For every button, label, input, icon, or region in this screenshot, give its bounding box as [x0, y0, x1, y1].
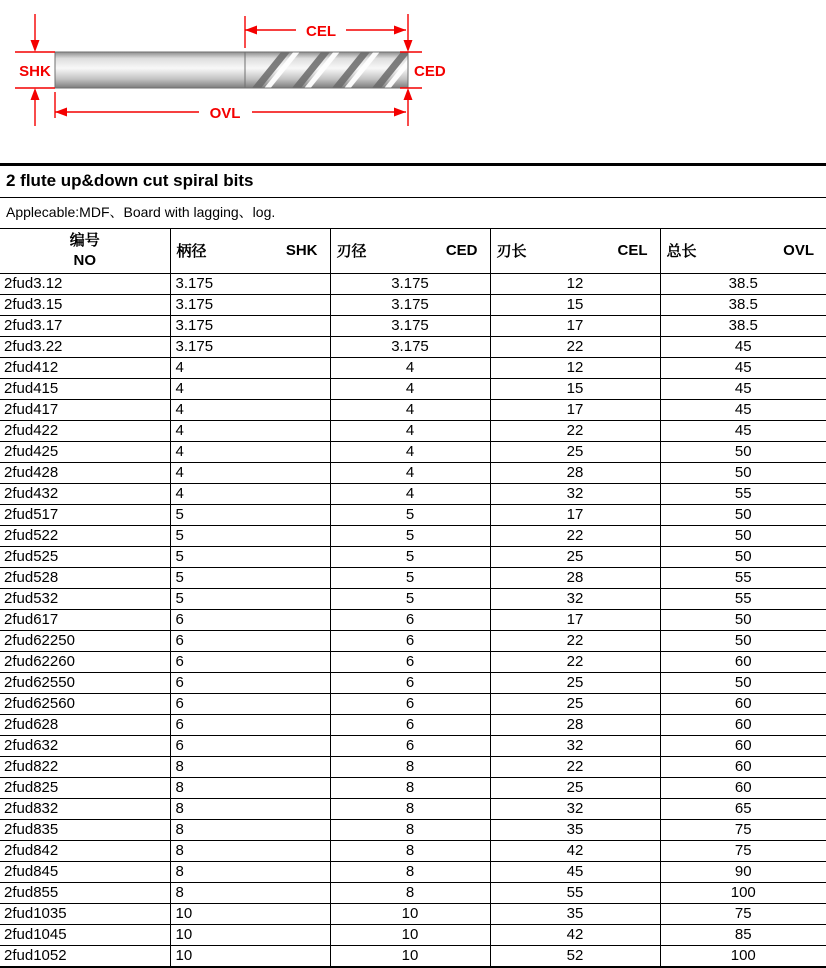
header-ced-cn: 刃径	[336, 243, 367, 261]
table-row	[0, 609, 826, 630]
header-ced-en: CED	[445, 242, 478, 260]
cell-ced: 4	[330, 399, 490, 420]
cell-ovl: 60	[734, 757, 752, 775]
cell-ovl: 55	[734, 568, 752, 586]
cell-cel: 22	[490, 630, 660, 651]
cell-no: 2fud522	[0, 525, 170, 546]
cell-ced: 6	[330, 609, 490, 630]
cell-ced: 4	[330, 441, 490, 462]
cell-no: 2fud3.17	[0, 315, 170, 336]
spec-table	[0, 229, 826, 966]
cell-ovl: 90	[734, 862, 752, 880]
table-row	[0, 294, 826, 315]
cell-ced: 6	[330, 714, 490, 735]
cell-ced: 4	[330, 462, 490, 483]
cell-shk: 4	[170, 483, 330, 504]
cell-ced: 3.175	[330, 273, 490, 294]
cell-no: 2fud3.12	[0, 273, 170, 294]
cell-cel: 22	[490, 756, 660, 777]
cell-no: 2fud835	[0, 819, 170, 840]
table-row	[0, 924, 826, 945]
cell-no: 2fud415	[0, 378, 170, 399]
spec-table-wrap	[0, 229, 826, 968]
header-cel-cn: 刃长	[496, 243, 527, 261]
cell-shk: 5	[170, 525, 330, 546]
table-row	[0, 462, 826, 483]
cell-ced: 6	[330, 693, 490, 714]
cell-cel: 32	[490, 735, 660, 756]
cell-ced: 8	[330, 777, 490, 798]
table-row	[0, 756, 826, 777]
cell-ovl: 50	[734, 463, 752, 481]
header-cel-en: CEL	[617, 242, 648, 260]
cell-ovl: 55	[734, 589, 752, 607]
cell-no: 2fud845	[0, 861, 170, 882]
cell-ced: 6	[330, 651, 490, 672]
cell-shk: 6	[170, 609, 330, 630]
cell-no: 2fud62550	[0, 672, 170, 693]
header-ovl	[660, 229, 826, 273]
cell-ovl: 75	[734, 820, 752, 838]
cell-no: 2fud832	[0, 798, 170, 819]
table-row	[0, 945, 826, 966]
table-row	[0, 672, 826, 693]
cell-cel: 28	[490, 567, 660, 588]
table-row	[0, 336, 826, 357]
cell-cel: 12	[490, 357, 660, 378]
table-row	[0, 714, 826, 735]
tool-diagram-svg	[0, 0, 826, 163]
cell-ovl: 60	[734, 715, 752, 733]
header-shk	[170, 229, 330, 273]
cell-cel: 35	[490, 903, 660, 924]
cell-shk: 5	[170, 567, 330, 588]
cell-no: 2fud1052	[0, 945, 170, 966]
cell-no: 2fud825	[0, 777, 170, 798]
cell-shk: 8	[170, 819, 330, 840]
cell-cel: 35	[490, 819, 660, 840]
cell-shk: 4	[170, 399, 330, 420]
cell-ced: 5	[330, 588, 490, 609]
cell-shk: 6	[170, 651, 330, 672]
cell-no: 2fud62250	[0, 630, 170, 651]
cell-ovl: 38.5	[728, 295, 758, 313]
cell-ovl: 60	[734, 694, 752, 712]
cell-ced: 8	[330, 861, 490, 882]
header-ovl-en: OVL	[783, 242, 814, 260]
cell-ovl: 75	[734, 904, 752, 922]
table-row	[0, 357, 826, 378]
cell-ced: 8	[330, 756, 490, 777]
cell-cel: 12	[490, 273, 660, 294]
table-row	[0, 378, 826, 399]
cell-cel: 17	[490, 315, 660, 336]
table-row	[0, 273, 826, 294]
table-row	[0, 504, 826, 525]
cell-shk: 10	[170, 945, 330, 966]
cell-no: 2fud628	[0, 714, 170, 735]
cell-shk: 8	[170, 840, 330, 861]
cell-no: 2fud428	[0, 462, 170, 483]
cell-cel: 28	[490, 714, 660, 735]
cell-ovl: 50	[734, 673, 752, 691]
cell-ovl: 55	[734, 484, 752, 502]
cell-cel: 32	[490, 798, 660, 819]
cell-ced: 8	[330, 882, 490, 903]
header-ovl-cn: 总长	[666, 243, 697, 261]
cell-ced: 6	[330, 630, 490, 651]
cell-ced: 3.175	[330, 294, 490, 315]
cell-no: 2fud62260	[0, 651, 170, 672]
cell-ced: 6	[330, 735, 490, 756]
cell-cel: 15	[490, 294, 660, 315]
cell-shk: 3.175	[170, 294, 330, 315]
cell-shk: 3.175	[170, 273, 330, 294]
cell-cel: 25	[490, 672, 660, 693]
cell-shk: 4	[170, 441, 330, 462]
table-row	[0, 315, 826, 336]
cell-ovl: 60	[734, 736, 752, 754]
cell-cel: 22	[490, 525, 660, 546]
table-row	[0, 630, 826, 651]
cell-ovl: 100	[730, 946, 756, 964]
table-row	[0, 777, 826, 798]
cell-shk: 6	[170, 714, 330, 735]
cell-ced: 5	[330, 567, 490, 588]
cell-cel: 25	[490, 693, 660, 714]
table-row	[0, 735, 826, 756]
table-row	[0, 525, 826, 546]
table-row	[0, 819, 826, 840]
cell-ovl: 60	[734, 778, 752, 796]
cell-no: 2fud632	[0, 735, 170, 756]
cell-ced: 4	[330, 357, 490, 378]
cell-shk: 4	[170, 378, 330, 399]
spec-table-body	[0, 273, 826, 966]
cell-no: 2fud422	[0, 420, 170, 441]
cell-shk: 6	[170, 630, 330, 651]
ced-dimension-label: CED	[414, 63, 446, 80]
cell-no: 2fud517	[0, 504, 170, 525]
cell-cel: 22	[490, 336, 660, 357]
cell-cel: 17	[490, 399, 660, 420]
cell-ovl: 38.5	[728, 316, 758, 334]
cell-shk: 10	[170, 903, 330, 924]
cell-shk: 3.175	[170, 315, 330, 336]
cell-ced: 10	[330, 945, 490, 966]
cell-cel: 25	[490, 546, 660, 567]
table-row	[0, 441, 826, 462]
cell-no: 2fud1035	[0, 903, 170, 924]
table-row	[0, 903, 826, 924]
tool-flutes	[245, 44, 423, 96]
cell-shk: 8	[170, 756, 330, 777]
table-row	[0, 651, 826, 672]
cell-shk: 4	[170, 420, 330, 441]
cell-ovl: 45	[734, 337, 752, 355]
cell-cel: 22	[490, 420, 660, 441]
cell-cel: 15	[490, 378, 660, 399]
cell-shk: 8	[170, 882, 330, 903]
cell-no: 2fud842	[0, 840, 170, 861]
cell-ovl: 50	[734, 526, 752, 544]
cell-cel: 55	[490, 882, 660, 903]
cell-ced: 4	[330, 378, 490, 399]
page-title: 2 flute up&down cut spiral bits	[0, 163, 826, 198]
cell-shk: 6	[170, 693, 330, 714]
cell-no: 2fud1045	[0, 924, 170, 945]
cell-no: 2fud3.15	[0, 294, 170, 315]
cell-ovl: 45	[734, 358, 752, 376]
cell-shk: 3.175	[170, 336, 330, 357]
cell-cel: 45	[490, 861, 660, 882]
table-row	[0, 567, 826, 588]
cell-ovl: 85	[734, 925, 752, 943]
cell-shk: 10	[170, 924, 330, 945]
cell-cel: 32	[490, 483, 660, 504]
cell-shk: 5	[170, 588, 330, 609]
header-row	[0, 229, 826, 273]
table-row	[0, 882, 826, 903]
cell-no: 2fud822	[0, 756, 170, 777]
header-no-en: NO	[73, 251, 96, 269]
header-no	[0, 229, 170, 273]
table-row	[0, 420, 826, 441]
cell-shk: 4	[170, 462, 330, 483]
tool-dimension-diagram	[0, 0, 826, 163]
cell-shk: 5	[170, 546, 330, 567]
cell-cel: 22	[490, 651, 660, 672]
cell-ovl: 38.5	[728, 274, 758, 292]
cell-ovl: 45	[734, 421, 752, 439]
cell-shk: 8	[170, 798, 330, 819]
cell-no: 2fud62560	[0, 693, 170, 714]
cell-shk: 6	[170, 672, 330, 693]
cell-ced: 3.175	[330, 336, 490, 357]
cell-ced: 8	[330, 840, 490, 861]
header-cel	[490, 229, 660, 273]
cell-ovl: 60	[734, 652, 752, 670]
cel-dimension-label: CEL	[306, 23, 336, 40]
cell-ced: 5	[330, 525, 490, 546]
table-row	[0, 840, 826, 861]
cell-ced: 5	[330, 504, 490, 525]
cell-ced: 8	[330, 798, 490, 819]
header-shk-cn: 柄径	[176, 243, 207, 261]
table-row	[0, 798, 826, 819]
cell-shk: 8	[170, 861, 330, 882]
cell-no: 2fud432	[0, 483, 170, 504]
cell-ced: 4	[330, 420, 490, 441]
cell-ovl: 65	[734, 799, 752, 817]
header-no-cn: 编号	[69, 231, 100, 249]
header-shk-en: SHK	[285, 242, 318, 260]
cell-cel: 25	[490, 441, 660, 462]
cell-ovl: 100	[730, 883, 756, 901]
cell-no: 2fud425	[0, 441, 170, 462]
cell-cel: 52	[490, 945, 660, 966]
cell-no: 2fud3.22	[0, 336, 170, 357]
cell-ovl: 75	[734, 841, 752, 859]
cell-no: 2fud412	[0, 357, 170, 378]
tool-shank	[55, 52, 246, 88]
cell-no: 2fud532	[0, 588, 170, 609]
table-row	[0, 483, 826, 504]
table-row	[0, 399, 826, 420]
cell-shk: 4	[170, 357, 330, 378]
cell-ovl: 50	[734, 547, 752, 565]
cell-ced: 5	[330, 546, 490, 567]
cell-cel: 32	[490, 588, 660, 609]
cell-ced: 6	[330, 672, 490, 693]
header-ced	[330, 229, 490, 273]
ovl-dimension-label: OVL	[209, 105, 241, 122]
cell-cel: 28	[490, 462, 660, 483]
cell-no: 2fud417	[0, 399, 170, 420]
applicable-note: Applecable:MDF、Board with lagging、log.	[0, 198, 826, 229]
table-row	[0, 693, 826, 714]
cell-no: 2fud617	[0, 609, 170, 630]
cell-ovl: 45	[734, 379, 752, 397]
cell-ced: 8	[330, 819, 490, 840]
cell-cel: 42	[490, 840, 660, 861]
cell-ced: 10	[330, 903, 490, 924]
table-row	[0, 861, 826, 882]
table-row	[0, 546, 826, 567]
cell-cel: 25	[490, 777, 660, 798]
cell-ovl: 50	[734, 442, 752, 460]
cell-ovl: 45	[734, 400, 752, 418]
cell-cel: 17	[490, 504, 660, 525]
cell-ovl: 50	[734, 610, 752, 628]
shk-dimension-label: SHK	[19, 63, 51, 80]
cell-ced: 4	[330, 483, 490, 504]
cell-shk: 6	[170, 735, 330, 756]
cell-ovl: 50	[734, 631, 752, 649]
cell-no: 2fud528	[0, 567, 170, 588]
cell-cel: 42	[490, 924, 660, 945]
cell-shk: 5	[170, 504, 330, 525]
cell-no: 2fud855	[0, 882, 170, 903]
cell-ced: 10	[330, 924, 490, 945]
cell-ovl: 50	[734, 505, 752, 523]
table-row	[0, 588, 826, 609]
cell-no: 2fud525	[0, 546, 170, 567]
cell-ced: 3.175	[330, 315, 490, 336]
cell-cel: 17	[490, 609, 660, 630]
cell-shk: 8	[170, 777, 330, 798]
